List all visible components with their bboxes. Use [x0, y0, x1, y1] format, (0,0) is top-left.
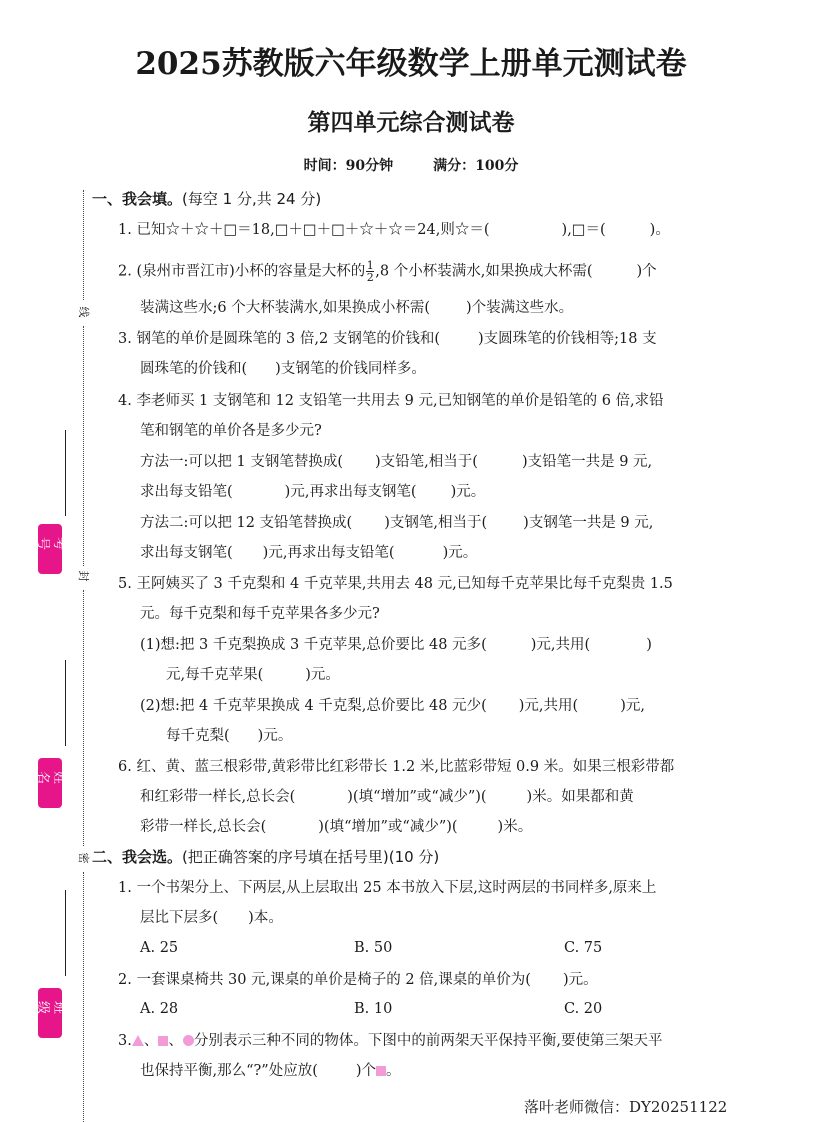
s1-q6-line3: 彩带一样长,总长会( )(填“增加”或“减少”)( )米。	[140, 819, 533, 835]
seal-char-secret: 密	[76, 850, 92, 866]
time-label: 时间：90分钟	[303, 158, 394, 174]
page-subtitle: 第四单元综合测试卷	[307, 109, 515, 136]
s1-q4-method1-line2: 求出每支铅笔( )元,再求出每支钢笔( )元。	[140, 484, 486, 500]
exam-meta	[0, 155, 822, 175]
binding-line	[83, 872, 84, 1122]
exam-number-tag: 考号	[38, 524, 62, 574]
s1-q4-method2-line2: 求出每支钢笔( )元,再求出每支铅笔( )元。	[140, 545, 478, 561]
name-tag: 姓名	[38, 758, 62, 808]
exam-number-write-line[interactable]	[65, 430, 66, 516]
s1-q6-line1: 6. 红、黄、蓝三根彩带,黄彩带比红彩带长 1.2 米,比蓝彩带短 0.9 米。如果三根彩带都	[118, 759, 675, 775]
s2-q2-option-b[interactable]: B. 10	[354, 1001, 393, 1017]
square-icon	[376, 1066, 386, 1076]
s1-q3-line1: 3. 钢笔的单价是圆珠笔的 3 倍,2 支钢笔的价钱和( )支圆珠笔的价钱相等;18 支	[118, 331, 657, 347]
s2-q2-option-c[interactable]: C. 20	[564, 1001, 603, 1017]
s1-q2-line2: 装满这些水;6 个大杯装满水,如果换成小杯需( )个装满这些水。	[140, 300, 574, 316]
s1-q5-line2: 元。每千克梨和每千克苹果各多少元?	[140, 606, 380, 622]
s1-q2-line1: 2. (泉州市晋江市)小杯的容量是大杯的 $\frac{1}{2}$ ,8 个小杯装满水,如果换成大杯需( )个	[118, 259, 657, 284]
class-tag: 班级	[38, 988, 62, 1038]
binding-line	[83, 326, 84, 566]
s2-q1-line2: 层比下层多( )本。	[140, 910, 283, 926]
s2-q2-option-a[interactable]: A. 28	[140, 1001, 179, 1017]
s1-q1-line1: 1. 已知☆＋☆＋□＝18,□＋□＋□＋☆＋☆＝24,则☆＝( ),□＝( )。	[118, 222, 670, 238]
seal-char-line: 线	[76, 304, 92, 320]
s2-q1-option-a[interactable]: A. 25	[140, 940, 179, 956]
section1-heading: 一、我会填。(每空 1 分,共 24 分)	[92, 190, 322, 208]
s2-q1-option-c[interactable]: C. 75	[564, 940, 603, 956]
score-label: 满分：100分	[433, 158, 519, 174]
s1-q4-method2-line1: 方法二:可以把 12 支铅笔替换成( )支钢笔,相当于( )支钢笔一共是 9 元,	[140, 515, 654, 531]
circle-icon	[183, 1035, 194, 1046]
s1-q3-line2: 圆珠笔的价钱和( )支钢笔的价钱同样多。	[140, 361, 426, 377]
section2-heading: 二、我会选。(把正确答案的序号填在括号里)(10 分)	[92, 848, 440, 866]
s1-q5-part2-line1: (2)想:把 4 千克苹果换成 4 千克梨,总价要比 48 元少( )元,共用( )元,	[140, 698, 645, 714]
watermark: 落叶老师微信：DY20251122	[524, 1098, 728, 1116]
s2-q3-line2: 也保持平衡,那么“?”处应放( )个 。	[140, 1063, 401, 1079]
page-title: 2025苏教版六年级数学上册单元测试卷	[135, 46, 687, 82]
s2-q1-option-b[interactable]: B. 50	[354, 940, 393, 956]
triangle-icon	[132, 1035, 144, 1046]
s2-q3-line1: 3. 、 、 分别表示三种不同的物体。下图中的前两架天平保持平衡,要使第三架天平	[118, 1033, 663, 1049]
s1-q5-part2-line2: 每千克梨( )元。	[166, 728, 293, 744]
s1-q4-line2: 笔和钢笔的单价各是多少元?	[140, 423, 322, 439]
s1-q4-method1-line1: 方法一:可以把 1 支钢笔替换成( )支铅笔,相当于( )支铅笔一共是 9 元,	[140, 454, 653, 470]
name-write-line[interactable]	[65, 660, 66, 746]
s1-q5-line1: 5. 王阿姨买了 3 千克梨和 4 千克苹果,共用去 48 元,已知每千克苹果比每千克梨贵 1.5	[118, 576, 673, 592]
s2-q2-line1: 2. 一套课桌椅共 30 元,课桌的单价是椅子的 2 倍,课桌的单价为( )元。	[118, 972, 598, 988]
s1-q5-part1-line2: 元,每千克苹果( )元。	[166, 667, 340, 683]
binding-line	[83, 590, 84, 846]
s1-q5-part1-line1: (1)想:把 3 千克梨换成 3 千克苹果,总价要比 48 元多( )元,共用( )	[140, 637, 652, 653]
class-write-line[interactable]	[65, 890, 66, 976]
fraction-one-half: $\frac{1}{2}$	[366, 259, 374, 284]
square-icon	[158, 1036, 168, 1046]
seal-char-seal: 封	[76, 568, 92, 584]
binding-line	[83, 190, 84, 300]
s1-q4-line1: 4. 李老师买 1 支钢笔和 12 支铅笔一共用去 9 元,已知钢笔的单价是铅笔的 6 倍,求铅	[118, 393, 664, 409]
s1-q6-line2: 和红彩带一样长,总长会( )(填“增加”或“减少”)( )米。如果都和黄	[140, 789, 634, 805]
s2-q1-line1: 1. 一个书架分上、下两层,从上层取出 25 本书放入下层,这时两层的书同样多,原来上	[118, 880, 657, 896]
